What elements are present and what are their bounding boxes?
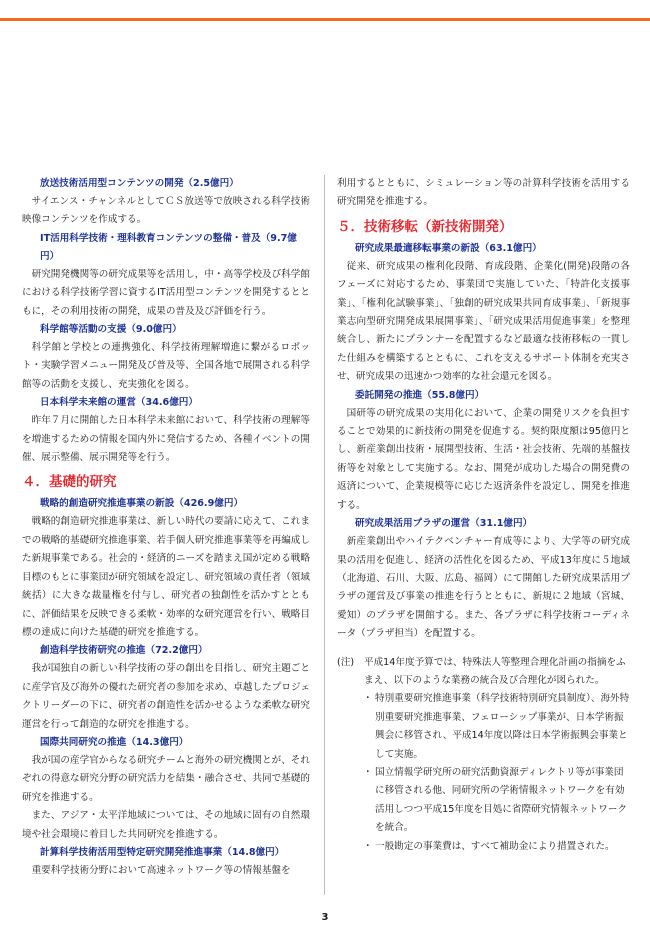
paragraph-it-education-content: 研究開発機関等の研究成果等を活用し，中・高等学校及び科学館における科学技術学習に資するIT活用型コンテンツを開発するとともに，その利用技術の開発，成果の普及及び評価を行う。: [22, 268, 310, 317]
subheading-research-plaza: 研究成果活用プラザの運営（31.1億円）: [355, 518, 533, 530]
note-block: [337, 654, 630, 856]
subheading-miraikan-operation: 日本科学未来館の運営（34.6億円）: [40, 397, 198, 409]
subheading-commissioned-development: 委託開発の推進（55.8億円）: [355, 389, 485, 401]
paragraph-creative-science-research: 我が国独自の新しい科学技術の芽の創出を目指し、研究主題ごとに産学官及び海外の優れた研究者の参加を求め、卓越したプロジェクトリーダーの下に、研究者の創造性を活かせるような柔軟な研究運営を行って創造的な研究を推進する。: [22, 663, 310, 730]
bullet-dot: ・: [363, 840, 373, 852]
page-number: 3: [321, 912, 329, 923]
subheading-science-museum-support: 科学館等活動の支援（9.0億円）: [40, 324, 182, 336]
paragraph-computational-science-cont: 利用するとともに、シミュレーション等の計算科学技術を活用する研究開発を推進する。: [337, 178, 630, 208]
note-bullet-list: [337, 690, 630, 856]
subheading-broadcast-content: 放送技術活用型コンテンツの開発（2.5億円）: [40, 178, 239, 189]
paragraph-strategic-creative-research: 戦略的創造研究推進事業は、新しい時代の要請に応えて、これまでの戦略的基礎研究推進事業、若手個人研究推進事業等を再編成した新規事業である。社会的・経済的ニーズを踏まえ国が定める戦略目標のもとに事業団が研究領域を設定し、研究領域の責任者（領域統括）に大きな裁量権を付与し、研究者の独創性を活かすとともに、評価結果を反映できる柔軟・効率的な研究運営を行い、戦略目標の達成に向けた基礎的研究を推進する。: [22, 516, 310, 638]
bullet-dot: ・: [363, 693, 373, 705]
left-column: [22, 175, 310, 880]
note-mark: (注): [337, 656, 355, 668]
right-column: [337, 175, 630, 856]
paragraph-broadcast-content: サイエンス・チャンネルとしてＣＳ放送等で放映される科学技術映像コンテンツを作成する。: [22, 196, 310, 226]
paragraph-international-joint-research: 我が国の産学官からなる研究チームと海外の研究機関とが、それぞれの得意な研究分野の研究活力を結集・融合させ、共同で基礎的研究を推進する。: [22, 754, 310, 803]
list-item: ・ 特別重要研究推進事業（科学技術特別研究員制度）、海外特別重要研究推進事業、フェローシップ事業が、日本学術振興会に移管され、平成14年度以降は日本学術振興会事業として実施。: [363, 690, 630, 764]
paragraph-research-plaza: 新産業創出やハイテクベンチャー育成等により、大学等の研究成果の活用を促進し、経済の活性化を図るため、平成13年度に５地域（北海道、石川、大阪、広島、福岡）にて開館した研究成果活用プラザの運営及び事業の推進を行うとともに、新規に２地域（宮城、愛知）のプラザを開館する。また、各プラザに科学技術コーディネータ（プラザ担当）を配置する。: [337, 536, 630, 640]
subheading-optimal-transfer: 研究成果最適移転事業の新設（63.1億円）: [355, 242, 542, 254]
subheading-creative-science-research: 創造科学技術研究の推進（72.2億円）: [40, 645, 208, 657]
list-item: ・ 一般勘定の事業費は、すべて補助金により措置された。: [363, 838, 630, 856]
section-heading-basic-research: ４．基礎的研究: [22, 474, 117, 491]
subheading-strategic-creative-research: 戦略的創造研究推進事業の新設（426.9億円）: [40, 498, 244, 510]
header-rule: [0, 18, 650, 21]
paragraph-asia-pacific-research: また、アジア・太平洋地域については、その地域に固有の自然環境や社会環境に着目した共同研究を推進する。: [22, 810, 310, 840]
subheading-international-joint-research: 国際共同研究の推進（14.3億円）: [40, 736, 189, 748]
paragraph-optimal-transfer: 従来、研究成果の権利化段階、育成段階、企業化(開発)段階の各フェーズに対応するため、事業団で実施していた、「特許化支援事業」、「権利化試験事業」、「独創的研究成果共同育成事業」、「新規事業志向型研究開発成果展開事業」、「研究成果活用促進事業」を整理統合し、新たにプランナーを配置するなど最適な技術移転の一貫した仕組みを構築するとともに、これを支えるサポート体制を充実させ、研究成果の迅速かつ効率的な社会還元を図る。: [337, 260, 630, 383]
paragraph-science-museum-support: 科学館と学校との連携強化、科学技術理解増進に繋がるロボット・実験学習メニュー開発及び普及等、全国各地で展開される科学館等の活動を支援し、充実強化を図る。: [22, 342, 310, 390]
column-divider: [324, 175, 325, 895]
list-item: ・ 国立情報学研究所の研究活動資源ディレクトリ等が事業団に移管される他、同研究所の学術情報ネットワークを有効活用しつつ平成15年度を目処に省際研究情報ネットワークを統合。: [363, 764, 630, 838]
section-heading-technology-transfer: ５．技術移転（新技術開発）: [337, 218, 513, 235]
bullet-dot: ・: [363, 766, 373, 778]
subheading-it-education-content: IT活用科学技術・理科教育コンテンツの整備・普及（9.7億円）: [40, 232, 297, 262]
paragraph-miraikan-operation: 昨年７月に開館した日本科学未来館において、科学技術の理解等を増進するための情報を国内外に発信するため、各種イベントの開催、展示整備、展示開発等を行う。: [22, 415, 310, 464]
paragraph-commissioned-development: 国研等の研究成果の実用化において、企業の開発リスクを負担することで効果的に新技術の開発を促進する。契約限度額は95億円とし、新産業創出技術・展開型技術、生活・社会技術、先端的基盤技術等を対象として実施する。なお、開発が成功した場合の開発費の返済について、企業規模等に応じた返済条件を設定し、開発を推進する。: [337, 407, 630, 511]
note-lead-text: 平成14年度予算では、特殊法人等整理合理化計画の指摘をふまえ、以下のような業務の統合及び合理化が図られた。: [364, 656, 626, 686]
paragraph-computational-science: 重要科学技術分野において高速ネットワーク等の情報基盤を: [31, 864, 291, 876]
subheading-computational-science: 計算科学技術活用型特定研究開発推進事業（14.8億円）: [40, 846, 285, 858]
